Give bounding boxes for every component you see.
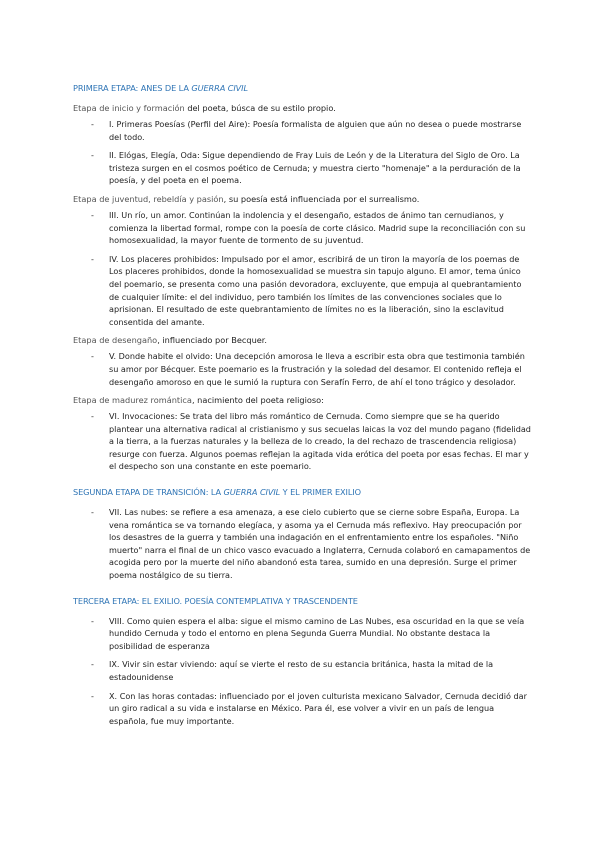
- section-heading-primera-etapa: [73, 83, 533, 93]
- list-item: [73, 506, 533, 582]
- list-item: [73, 253, 533, 329]
- stage-label: Etapa de juventud, rebeldía y pasión: [73, 193, 224, 204]
- document-content: [73, 83, 533, 733]
- bullet: -: [91, 150, 94, 161]
- list-item-text: IV. Los placeres prohibidos: Impulsado por el amor, escribirá de un tiron la mayoría de los poemas de Los placeres prohibidos, donde la homosexualidad se muestra sin tapujo alguno. El amor, tema único del poemario, se presenta como una pasión devoradora, excluyente, que empuja al quebrantamiento de cualquier límite: el del individuo, pero también los límites de las convenciones sociales que lo aprisionan. El resultado de este quebrantamiento de límites no es la liberación, sino la esclavitud consentida del amante.: [109, 253, 522, 327]
- stage-madurez: [73, 394, 533, 406]
- bullet: -: [91, 659, 94, 670]
- poem-list: [73, 209, 533, 328]
- list-item: [73, 118, 533, 143]
- bullet: -: [91, 411, 94, 422]
- poem-list: [73, 615, 533, 728]
- bullet: -: [91, 507, 94, 518]
- list-item: [73, 209, 533, 247]
- bullet: -: [91, 615, 94, 626]
- stage-description: , nacimiento del poeta religioso:: [191, 395, 324, 406]
- list-item: [73, 615, 533, 653]
- heading-text: PRIMERA ETAPA: ANES DE LA: [73, 83, 192, 93]
- poem-list: [73, 410, 533, 473]
- stage-label: Etapa de madurez romántica: [73, 395, 192, 406]
- heading-text-italic: GUERRA CIVIL: [223, 487, 281, 498]
- stage-description: , influenciado por Becquer.: [157, 335, 268, 346]
- stage-description: , su poesía está influenciada por el surrealismo.: [223, 193, 420, 204]
- list-item-text: I. Primeras Poesías (Perfil del Aire): Poesía formalista de alguien que aún no desea o puede mostrarse del todo.: [109, 119, 522, 142]
- stage-desengano: [73, 334, 533, 346]
- list-item: [73, 350, 533, 388]
- heading-text-italic: GUERRA CIVIL: [191, 83, 248, 93]
- list-item-text: III. Un río, un amor. Continúan la indolencia y el desengaño, estados de ánimo tan cernudianos, y comienza la libertad formal, rompe con la poesía de corte clásico. Madrid supe la reconciliación con su homosexualidad, la mayor fuente de tormento de su juventud.: [109, 209, 526, 246]
- bullet: -: [91, 253, 94, 264]
- poem-list: [73, 118, 533, 187]
- heading-text: SEGUNDA ETAPA DE TRANSICIÓN: LA: [73, 487, 224, 498]
- list-item-text: VII. Las nubes: se refiere a esa amenaza, a ese cielo cubierto que se cierne sobre España, Europa. La vena romántica se va tornando elegíaca, y asoma ya el Cernuda más reflexivo. Hay preocupación por los desastres de la guerra y también una indagación en el enfrentamiento entre los españoles. "Niño muerto" narra el final de un chico vasco evacuado a Inglaterra, Cernuda colaboró en camapamentos de acogida pero por la muerte del niño abandonó esta tarea, sumido en una depresión. Surge el primer poema nostálgico de su tierra.: [109, 507, 531, 581]
- list-item: [73, 658, 533, 683]
- list-item-text: V. Donde habite el olvido: Una decepción amorosa le lleva a escribir esta obra que testimonia también su amor por Bécquer. Este poemario es la frustración y la soledad del desamor. El contenido refleja el desengaño amoroso en que le sumió la ruptura con Serafín Ferro, de ahí el tono trágico y desolador.: [109, 351, 525, 387]
- bullet: -: [91, 209, 94, 220]
- stage-description: del poeta, búsca de su estilo propio.: [184, 103, 336, 113]
- section-heading-tercera-etapa: TERCERA ETAPA: EL EXILIO. POESÍA CONTEMPLATIVA Y TRASCENDENTE: [73, 595, 358, 606]
- bullet: -: [91, 119, 94, 129]
- list-item-text: VI. Invocaciones: Se trata del libro más romántico de Cernuda. Como siempre que se ha querido plantear una alternativa radical al cristianismo y sus secuelas laicas la voz del mundo pagano (fidelidad a la tierra, a la fuerzas naturales y la belleza de lo creado, la del rechazo de trascendencia religiosa) resurge con fuerza. Algunos poemas reflejan la agitada vida erótica del poeta por esas fechas. El mar y el despecho son una constante en este poemario.: [109, 411, 531, 472]
- list-item-text: VIII. Como quien espera el alba: sigue el mismo camino de Las Nubes, esa oscuridad en la que se veía hundido Cernuda y todo el entorno en plena Segunda Guerra Mundial. No obstante destaca la posibilidad de esperanza: [109, 615, 525, 651]
- list-item-text: IX. Vivir sin estar viviendo: aquí se vierte el resto de su estancia británica, hasta la mitad de la estadounidense: [109, 659, 494, 682]
- list-item: [73, 410, 533, 473]
- stage-label: Etapa de desengaño: [73, 335, 158, 346]
- stage-label: Etapa de inicio y formación: [73, 103, 185, 113]
- list-item-text: II. Elógas, Elegía, Oda: Sigue dependiendo de Fray Luis de León y de la Literatura del Siglo de Oro. La tristeza surgen en el cosmos poético de Cernuda; y muestra cierto "homenaje" a la perduración de la poesía, y del poeta en el poema.: [109, 150, 521, 186]
- stage-juventud: [73, 193, 533, 205]
- list-item-text: X. Con las horas contadas: influenciado por el joven culturista mexicano Salvador, Cernuda decidió dar un giro radical a su vida e instalarse en México. Para él, ese volver a vivir en un país de lengua española, fue muy importante.: [109, 690, 527, 726]
- list-item: [73, 690, 533, 728]
- section-heading-segunda-etapa: [73, 487, 533, 497]
- poem-list: [73, 506, 533, 582]
- list-item: [73, 149, 533, 187]
- bullet: -: [91, 351, 94, 362]
- heading-text: Y EL PRIMER EXILIO: [280, 487, 361, 498]
- poem-list: [73, 350, 533, 388]
- bullet: -: [91, 690, 94, 701]
- stage-inicio: [73, 102, 533, 114]
